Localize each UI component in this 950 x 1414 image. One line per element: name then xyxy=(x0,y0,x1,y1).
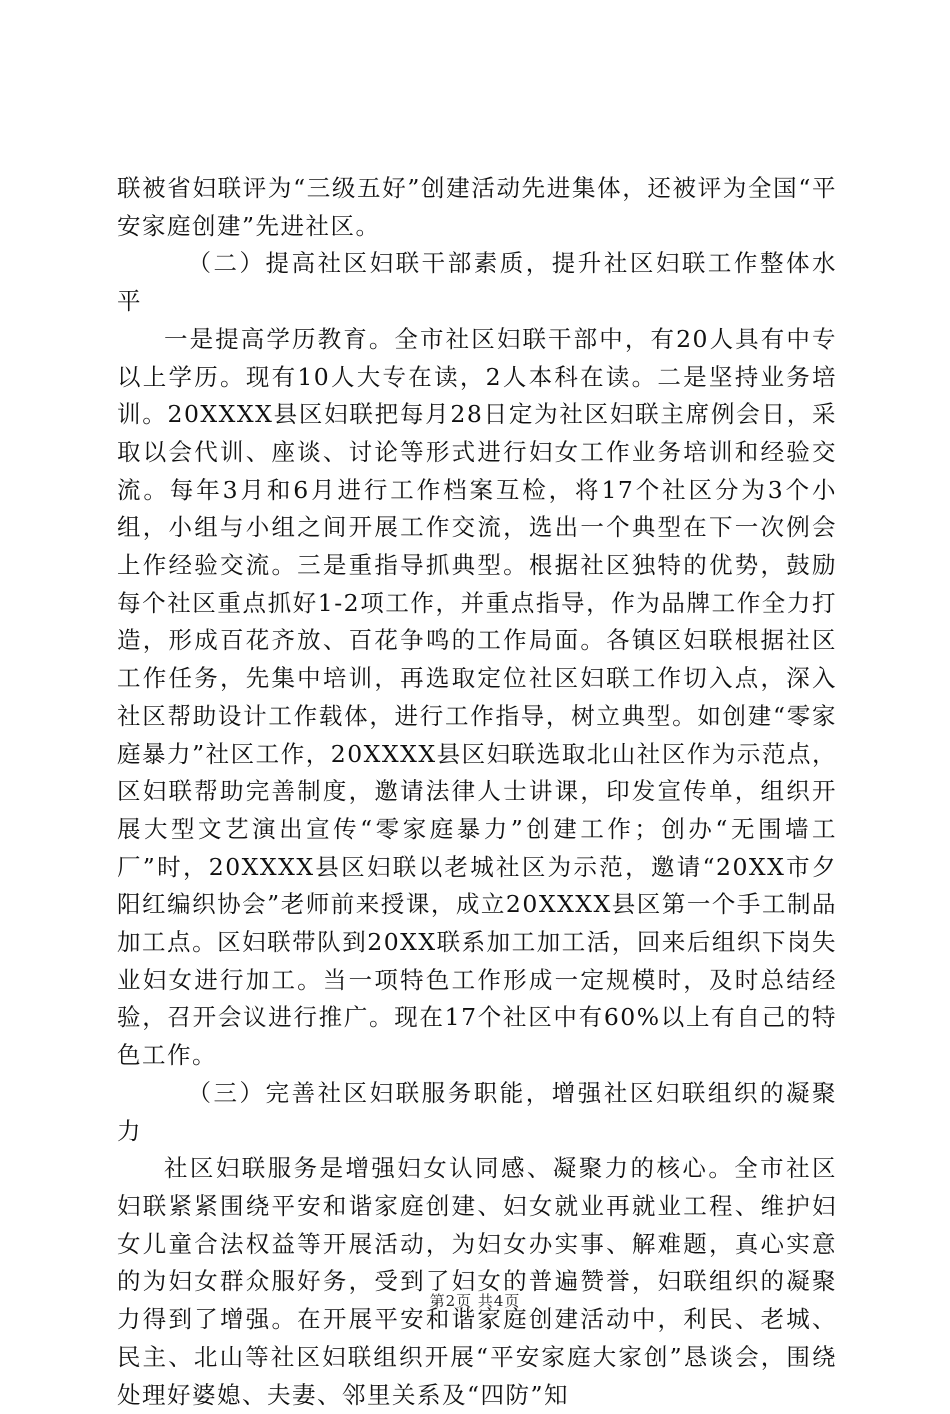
page-footer: 第2页 共4页 xyxy=(429,1292,521,1310)
paragraph-continuation: 联被省妇联评为“三级五好”创建活动先进集体，还被评为全国“平安家庭创建”先进社区。 xyxy=(117,174,837,240)
paragraph-service-function: 社区妇联服务是增强妇女认同感、凝聚力的核心。全市社区妇联紧紧围绕平安和谐家庭创建、妇女就业再就业工程、维护妇女儿童合法权益等开展活动，为妇女办实事、解难题，真心实意的为妇女群众服好务，受到了妇女的普遍赞誉，妇联组织的凝聚力得到了增强。在开展平安和谐家庭创建活动中，利民、老城、民主、北山等社区妇联组织开展“平安家庭大家创”恳谈会，围绕处理好婆媳、夫妻、邻里关系及“四防”知 xyxy=(117,1154,837,1409)
section-heading-two: （二）提高社区妇联干部素质，提升社区妇联工作整体水平 xyxy=(117,249,837,316)
section-heading-three: （三）完善社区妇联服务职能，增强社区妇联组织的凝聚力 xyxy=(117,1078,837,1145)
document-body xyxy=(117,170,837,1414)
paragraph-cadre-quality: 一是提高学历教育。全市社区妇联干部中，有20人具有中专以上学历。现有10人大专在读，2人本科在读。二是坚持业务培训。20XXXX县区妇联把每月28日定为社区妇联主席例会日，采取以会代训、座谈、讨论等形式进行妇女工作业务培训和经验交流。每年3月和6月进行工作档案互检，将17个社区分为3个小组，小组与小组之间开展工作交流，选出一个典型在下一次例会上作经验交流。三是重指导抓典型。根据社区独特的优势，鼓励每个社区重点抓好1-2项工作，并重点指导，作为品牌工作全力打造，形成百花齐放、百花争鸣的工作局面。各镇区妇联根据社区工作任务，先集中培训，再选取定位社区妇联工作切入点，深入社区帮助设计工作载体，进行工作指导，树立典型。如创建“零家庭暴力”社区工作，20XXXX县区妇联选取北山社区作为示范点，区妇联帮助完善制度，邀请法律人士讲课，印发宣传单，组织开展大型文艺演出宣传“零家庭暴力”创建工作；创办“无围墙工厂”时，20XXXX县区妇联以老城社区为示范，邀请“20XX市夕阳红编织协会”老师前来授课，成立20XXXX县区第一个手工制品加工点。区妇联带队到20XX联系加工加工活，回来后组织下岗失业妇女进行加工。当一项特色工作形成一定规模时，及时总结经验，召开会议进行推广。现在17个社区中有60%以上有自己的特色工作。 xyxy=(117,324,837,1070)
